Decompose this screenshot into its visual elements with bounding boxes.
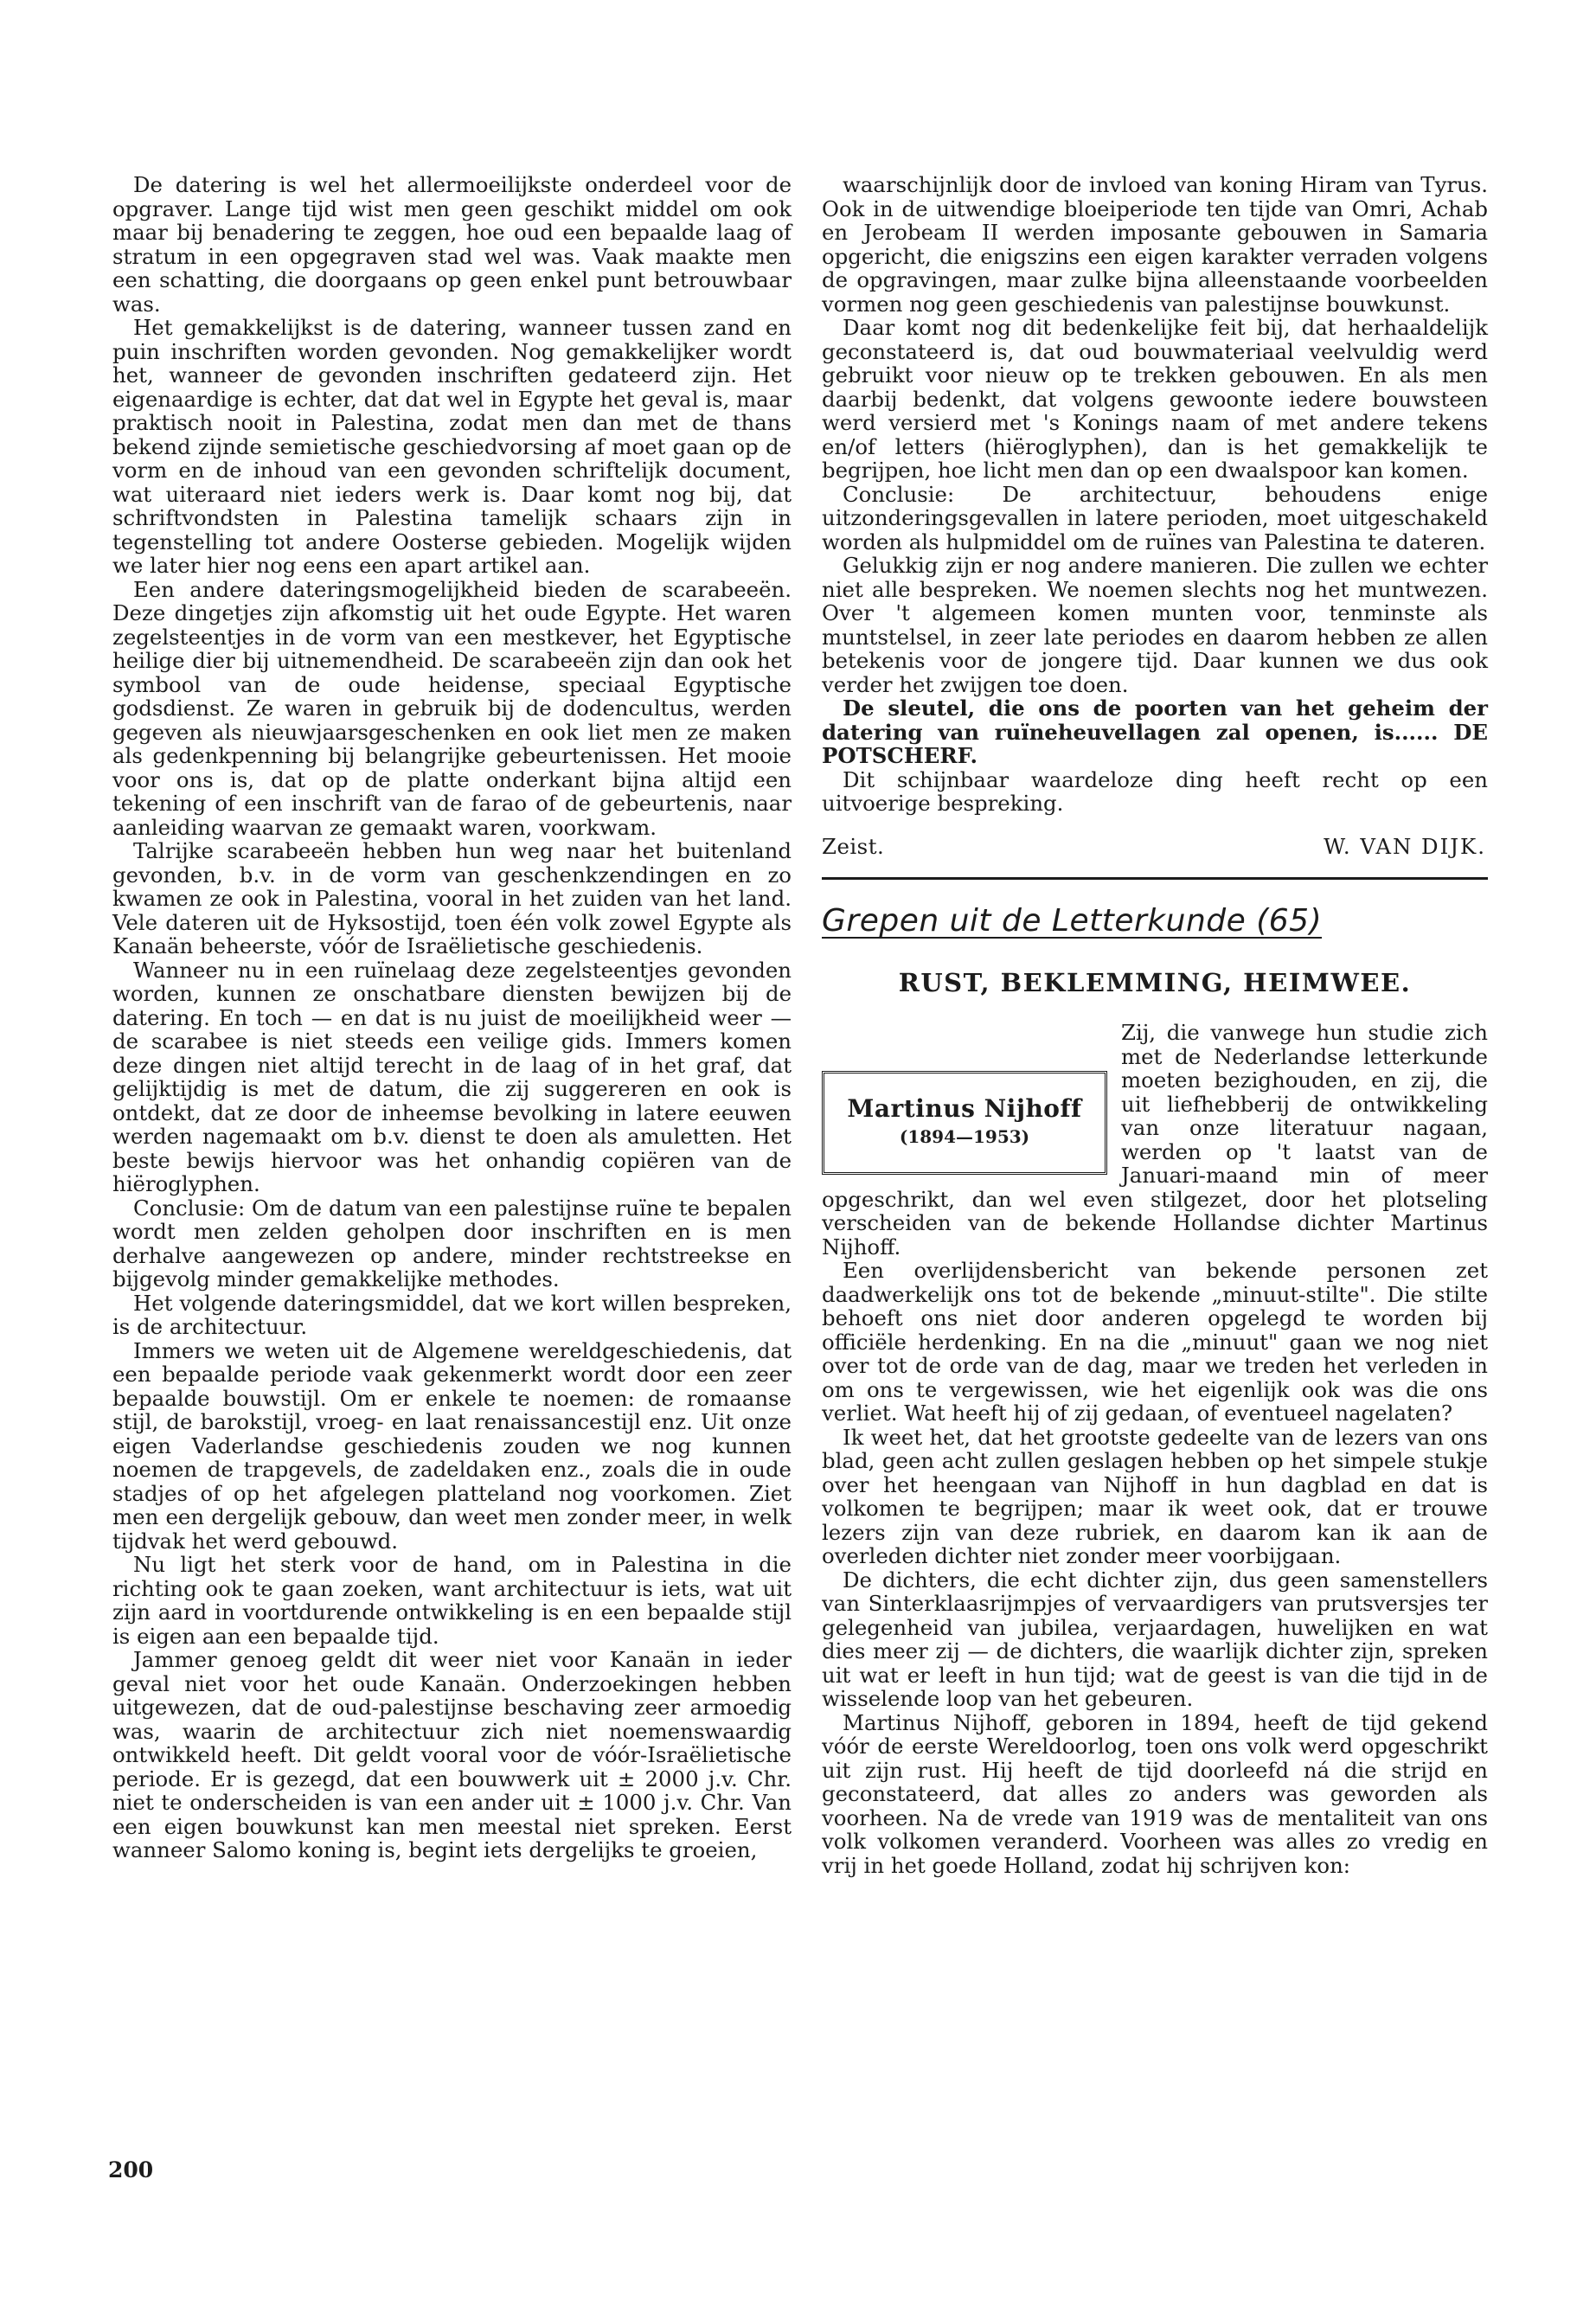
paragraph: Een andere dateringsmogelijkheid bieden de scarabeeën. Deze dingetjes zijn afkomstig uit het oude Egypte. Het waren zegelsteentjes in de vorm van een mestkever, het Egyptische heilige dier bij uitnemendheid. De scarabeeën zijn dan ook het symbool van de oude heidense, speciaal Egyptische godsdienst. Ze waren in gebruik bij de dodencultus, werden gegeven als nieuwjaarsgeschenken en ook liet men ze maken als gedenkpenning bij belangrijke gebeurtenissen. Het mooie voor ons is, dat op de platte onderkant bijna altijd een tekening of een inschrift van de farao of de gebeurtenis, naar aanleiding waarvan ze gemaakt waren, voorkwam. xyxy=(112,576,792,840)
article-paragraph: Martinus Nijhoff, geboren in 1894, heeft de tijd gekend vóór de eerste Wereldoorlog, toen ons volk werd opgeschrikt uit zijn rust. Hij heeft de tijd doorleefd ná die strijd en geconstateerd, dat alles zo anders was geworden als voorheen. Na de vrede van 1919 was de mentaliteit van ons volk volkomen veranderd. Voorheen was alles zo vredig en vrij in het goede Holland, zodat hij schrijven kon: xyxy=(822,1709,1488,1878)
article-paragraph: Een overlijdensbericht van bekende personen zet daadwerkelijk ons tot de bekende „minuut-stilte". Die stilte behoeft ons niet door anderen opgelegd te worden bij officiële herdenking. En na die „minuut" gaan we nog niet over tot de orde van de dag, maar we treden het verleden in om ons te vergewissen, wie het eigenlijk ook was die ons verliet. Wat heeft hij of zij gedaan, of eventueel nagelaten? xyxy=(822,1258,1488,1426)
paragraph: waarschijnlijk door de invloed van koning Hiram van Tyrus. Ook in de uitwendige bloeiperiode ten tijde van Omri, Achab en Jerobeam II werden imposante gebouwen in Samaria opgericht, die enigszins een eigen karakter verraden volgens de opgravingen, maar zulke bijna alleenstaande voorbeelden vormen nog geen geschiedenis van palestijnse bouwkunst. xyxy=(822,172,1488,317)
paragraph: Talrijke scarabeeën hebben hun weg naar het buitenland gevonden, b.v. in de vorm van geschenkzendingen en zo kwamen ze ook in Palestina, vooral in het zuiden van het land. Vele dateren uit de Hyksostijd, toen één volk zowel Egypte als Kanaän beheerste, vóór de Israëlietische geschiedenis. xyxy=(112,838,792,958)
paragraph: Wanneer nu in een ruïnelaag deze zegelsteentjes gevonden worden, kunnen ze onschatbare diensten bewijzen bij de datering. En toch — en dat is nu juist de moeilijkheid weer — de scarabee is niet steeds een veilige gids. Immers komen deze dingen niet altijd terecht in de laag of in het graf, dat gelijktijdig is met de datum, die zij suggereren en ook is ontdekt, dat ze door de inheemse bevolking in latere eeuwen werden nagemaakt om b.v. dienst te doen als amuletten. Het beste bewijs hiervoor was het onhandig copiëren van de hiëroglyphen. xyxy=(112,957,792,1196)
paragraph: De datering is wel het allermoeilijkste onderdeel voor de opgraver. Lange tijd wist men geen geschikt middel om ook maar bij benadering te zeggen, hoe oud een bepaalde laag of stratum in een opgegraven stad wel was. Vaak maakte men een schatting, die doorgaans op geen enkel punt betrouwbaar was. xyxy=(112,172,792,317)
article-paragraph-text: Zij, die vanwege hun studie zich met de Nederlandse letterkunde moeten bezighouden, en zij, die uit liefhebberij de ontwikkeling van onze literatuur nagaan, werden op 't laatst van de Januari-maand min of meer opgeschrikt, dan wel even stilgezet, door het plotseling verscheiden van de bekende Hollandse dichter Martinus Nijhoff. xyxy=(822,1020,1488,1259)
paragraph: Het gemakkelijkst is de datering, wanneer tussen zand en puin inschriften worden gevonden. Nog gemakkelijker wordt het, wanneer de gevonden inschriften gedateerd zijn. Het eigenaardige is echter, dat dat wel in Egypte het geval is, maar praktisch nooit in Palestina, zodat men dan met de thans bekend zijnde semietische geschiedvorsing af moet gaan op de vorm en de inhoud van een gevonden schriftelijk document, wat uiteraard niet ieders werk is. Daar komt nog bij, dat schriftvondsten in Palestina tamelijk schaars zijn in tegenstelling tot andere Oosterse gebieden. Mogelijk wijden we later hier nog eens een apart artikel aan. xyxy=(112,315,792,578)
inset-years: (1894—1953) xyxy=(899,1126,1030,1147)
section-divider xyxy=(822,877,1488,880)
paragraph: Het volgende dateringsmiddel, dat we kort willen bespreken, is de architectuur. xyxy=(112,1290,792,1339)
article-paragraph xyxy=(822,1021,1488,1259)
article-title: RUST, BEKLEMMING, HEIMWEE. xyxy=(898,967,1412,997)
paragraph: Dit schijnbaar waardeloze ding heeft recht op een uitvoerige bespreking. xyxy=(822,766,1488,816)
article-paragraph: De dichters, die echt dichter zijn, dus geen samenstellers van Sinterklaasrijmpjes of vervaardigers van prutsversjes ter gelegenheid van jubilea, verjaardagen, huwelijken en wat dies meer zij — de dichters, die waarlijk dichter zijn, spreken uit wat er leeft in hun tijd; wat de geest is van die tijd in de wisselende loop van het gebeuren. xyxy=(822,1567,1488,1711)
left-column xyxy=(112,173,792,1862)
page-number: 200 xyxy=(108,2157,154,2182)
paragraph: Jammer genoeg geldt dit weer niet voor Kanaän in ieder geval niet voor het oude Kanaän. Onderzoekingen hebben uitgewezen, dat de oud-palestijnse beschaving zeer armoedig was, waarin de architectuur zich niet noemenswaardig ontwikkeld heeft. Dit geldt vooral voor de vóór-Israëlietische periode. Er is gezegd, dat een bouwwerk uit ± 2000 j.v. Chr. niet te onderscheiden is van een ander uit ± 1000 j.v. Chr. Van een eigen bouwkunst kan men meestal niet spreken. Eerst wanneer Salomo koning is, begint iets dergelijks te groeien, xyxy=(112,1647,792,1862)
signoff-author: W. VAN DIJK. xyxy=(1324,833,1486,859)
paragraph: De sleutel, die ons de poorten van het geheim der datering van ruïneheuvellagen zal openen, is...... DE POTSCHERF. xyxy=(822,695,1488,768)
signoff xyxy=(822,835,1488,859)
paragraph: Conclusie: Om de datum van een palestijnse ruïne te bepalen wordt men zelden geholpen door inschriften en is men derhalve aangewezen op andere, minder rechtstreekse en bijgevolg minder gemakkelijke methodes. xyxy=(112,1195,792,1292)
paragraph: Conclusie: De architectuur, behoudens enige uitzonderingsgevallen in latere perioden, moet uitgeschakeld worden als hulpmiddel om de ruïnes van Palestina te dateren. xyxy=(822,481,1488,554)
inset-name: Martinus Nijhoff xyxy=(847,1093,1082,1123)
paragraph: Daar komt nog dit bedenkelijke feit bij, dat herhaaldelijk geconstateerd is, dat oud bouwmateriaal veelvuldig werd gebruikt voor nieuw op te trekken gebouwen. En als men daarbij bedenkt, dat volgens gewoonte iedere bouwsteen werd versierd met 's Konings naam of met andere tekens en/of letters (hiëroglyphen), dan is het gemakkelijk te begrijpen, hoe licht men dan op een dwaalspoor kan komen. xyxy=(822,315,1488,483)
article-paragraph: Ik weet het, dat het grootste gedeelte van de lezers van ons blad, geen acht zullen geslagen hebben op het simpele stukje over het heengaan van Nijhoff in hun dagblad en dat is volkomen te begrijpen; maar ik weet ook, dat er trouwe lezers zijn van deze rubriek, en daarom kan ik aan de overleden dichter niet zonder meer voorbijgaan. xyxy=(822,1424,1488,1568)
portrait-caption-box xyxy=(822,1071,1107,1175)
right-column xyxy=(822,173,1488,1877)
section-title: Grepen uit de Letterkunde (65) xyxy=(822,903,1323,939)
paragraph: Immers we weten uit de Algemene wereldgeschiedenis, dat een bepaalde periode vaak gekenmerkt wordt door een zeer bepaalde bouwstijl. Om er enkele te noemen: de romaanse stijl, de barokstijl, vroeg- en laat renaissancestijl enz. Uit onze eigen Vaderlandse geschiedenis zouden we nog kunnen noemen de trapgevels, de zadeldaken enz., zoals die in oude stadjes of op het afgelegen platteland nog voorkomen. Ziet men een dergelijk gebouw, dan weet men zonder meer, in welk tijdvak het werd gebouwd. xyxy=(112,1337,792,1554)
paragraph: Nu ligt het sterk voor de hand, om in Palestina in die richting ook te gaan zoeken, want architectuur is iets, wat uit zijn aard in voortdurende ontwikkeling is en een bepaalde stijl is eigen aan een bepaalde tijd. xyxy=(112,1552,792,1649)
signoff-place: Zeist. xyxy=(822,833,885,859)
paragraph: Gelukkig zijn er nog andere manieren. Die zullen we echter niet alle bespreken. We noemen slechts nog het muntwezen. Over 't algemeen komen munten voor, tenminste als muntstelsel, in zeer late periodes en daarom hebben ze allen betekenis voor de jongere tijd. Daar kunnen we dus ook verder het zwijgen toe doen. xyxy=(822,553,1488,697)
